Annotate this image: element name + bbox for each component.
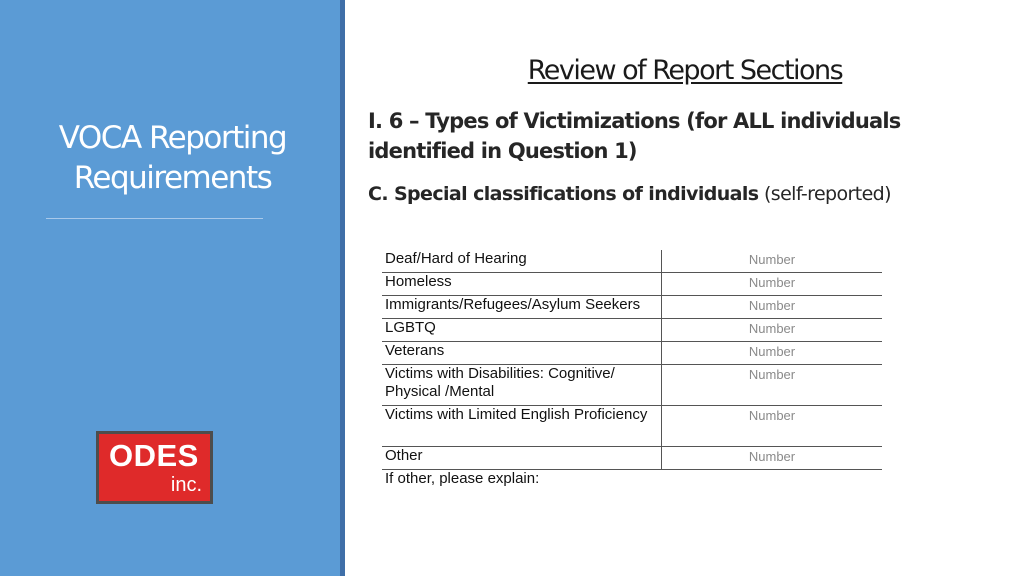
- classification-note: (self-reported): [763, 183, 891, 205]
- logo-sub: inc.: [170, 474, 202, 496]
- table-row: [382, 406, 882, 447]
- number-field[interactable]: Number: [662, 342, 883, 365]
- classification-bold: C. Special classifications of individuals: [368, 183, 759, 205]
- sidebar-title: [20, 118, 325, 198]
- table-row: [382, 250, 882, 273]
- row-label: Victims with Disabilities: Cognitive/ Physical /Mental: [382, 365, 662, 406]
- explain-label[interactable]: If other, please explain:: [385, 470, 540, 487]
- table-row: [382, 273, 882, 296]
- table-row: [382, 296, 882, 319]
- classification-heading: [368, 180, 988, 208]
- row-label: Veterans: [382, 342, 662, 365]
- row-label: Victims with Limited English Proficiency: [382, 406, 662, 447]
- sidebar-divider: [46, 218, 263, 219]
- number-field[interactable]: Number: [662, 447, 883, 470]
- page-title: Review of Report Sections: [527, 55, 843, 86]
- row-label: Homeless: [382, 273, 662, 296]
- classification-table: [382, 250, 882, 491]
- number-field[interactable]: Number: [662, 406, 883, 447]
- number-field[interactable]: Number: [662, 319, 883, 342]
- table-row: [382, 319, 882, 342]
- table-row: [382, 365, 882, 406]
- section-subheading: I. 6 – Types of Victimizations (for ALL individuals identified in Question 1): [368, 109, 901, 163]
- number-field[interactable]: Number: [662, 296, 883, 319]
- number-field[interactable]: Number: [662, 365, 883, 406]
- row-label: Other: [382, 447, 662, 470]
- logo-name: ODES: [109, 438, 199, 473]
- row-label: LGBTQ: [382, 319, 662, 342]
- row-label: Deaf/Hard of Hearing: [382, 250, 662, 273]
- odes-logo: [96, 431, 213, 504]
- number-field[interactable]: Number: [662, 273, 883, 296]
- explain-row: [382, 470, 882, 492]
- row-label: Immigrants/Refugees/Asylum Seekers: [382, 296, 662, 319]
- sidebar-title-line1: VOCA Reporting: [58, 120, 287, 156]
- table-row: [382, 342, 882, 365]
- sidebar-title-line2: Requirements: [73, 160, 272, 196]
- number-field[interactable]: Number: [662, 250, 883, 273]
- table-row: [382, 447, 882, 470]
